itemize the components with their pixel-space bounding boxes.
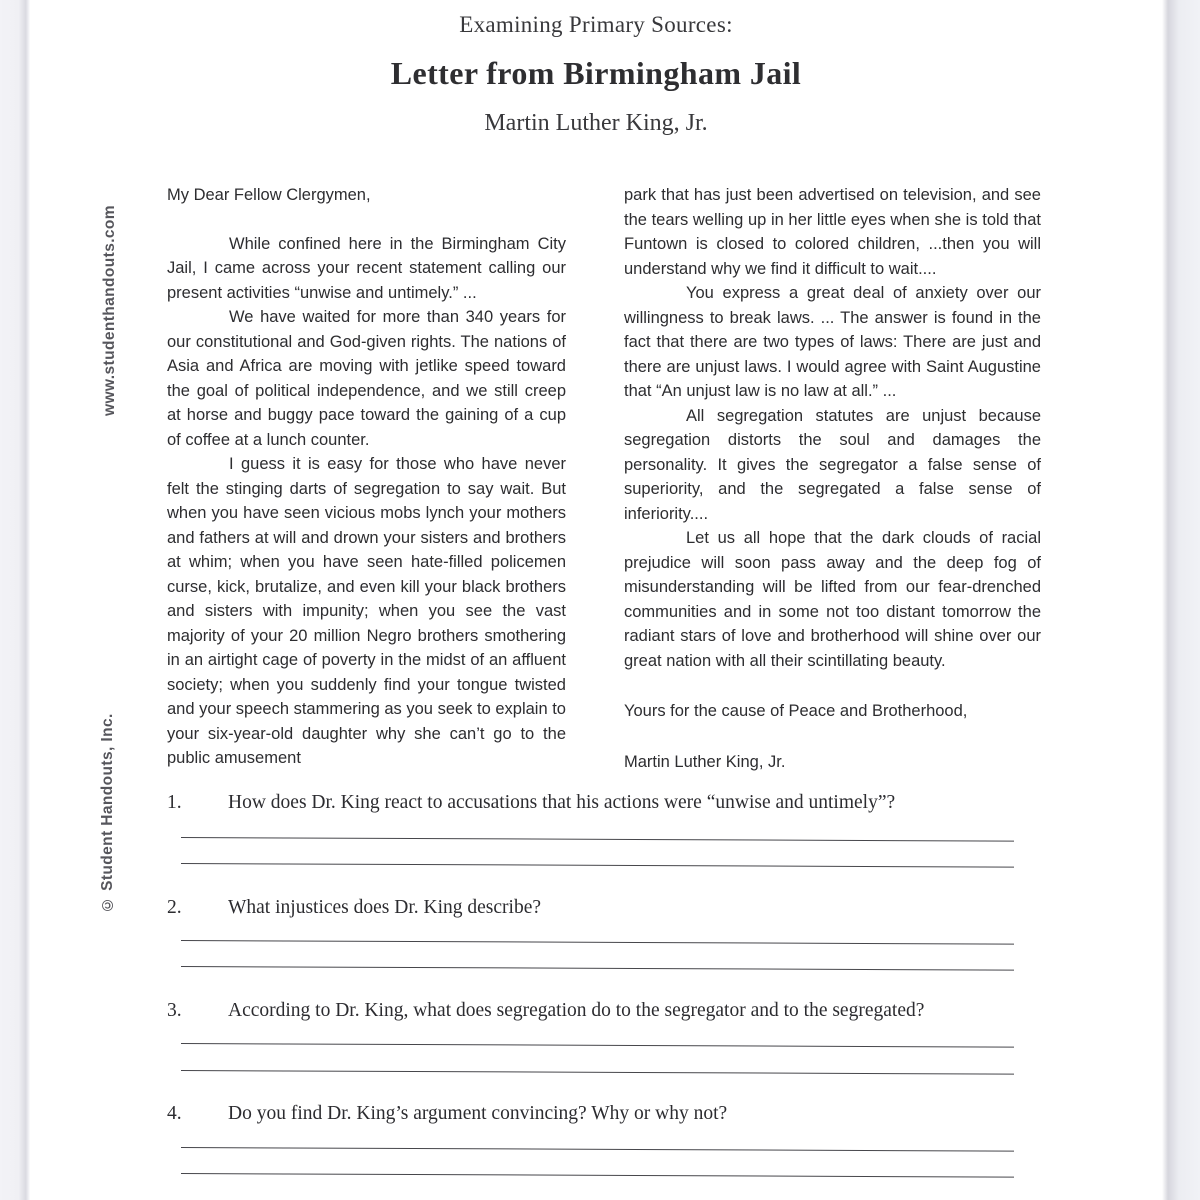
letter-paragraph: While confined here in the Birmingham City Jail, I came across your recent statement calling our present activities “unwise and untimely.” ... (167, 234, 566, 302)
letter-salutation: My Dear Fellow Clergymen, (167, 186, 371, 204)
letter-paragraph: We have waited for more than 340 years for our constitutional and God-given rights. The nations of Asia and Africa are moving with jetlike speed toward the goal of political independence, and we still creep at horse and buggy pace toward the gaining of a cup of coffee at a lunch counter. (167, 308, 566, 449)
watermark-site-url: www.studenthandouts.com (101, 205, 118, 416)
answer-line (181, 1173, 1014, 1178)
document-header (30, 0, 1162, 137)
left-scan-margin (0, 0, 30, 1200)
question-text: According to Dr. King, what does segregation do to the segregator and to the segregated? (228, 1000, 925, 1021)
letter-left-column (167, 183, 566, 774)
document-kicker: Examining Primary Sources: (459, 12, 733, 37)
letter-paragraph: I guess it is easy for those who have never felt the stinging darts of segregation to say wait. But when you have seen vicious mobs lynch your mothers and fathers at will and drown your sisters and brothers at whim; when you have seen hate-filled policemen curse, kick, brutalize, and even kill your black brothers and sisters with impunity; when you see the vast majority of your 20 million Negro brothers smothering in an airtight cage of poverty in the midst of an affluent society; when you suddenly find your tongue twisted and your speech stammering as you seek to explain to your six-year-old daughter why she can’t go to the public amusement (167, 455, 566, 767)
question-item-1 (167, 792, 1047, 814)
document-author: Martin Luther King, Jr. (484, 110, 708, 136)
letter-closing: Yours for the cause of Peace and Brotherhood, (624, 702, 968, 720)
question-text: Do you find Dr. King’s argument convincing? Why or why not? (228, 1103, 728, 1124)
letter-paragraph: Let us all hope that the dark clouds of racial prejudice will soon pass away and the deep fog of misunderstanding will be lifted from our fear-drenched communities and in some not too distant tomorrow the radiant stars of love and brotherhood will shine over our great nation with all their scintillating beauty. (624, 529, 1041, 670)
answer-line (181, 966, 1014, 971)
answer-line (181, 1043, 1014, 1048)
question-item-2 (167, 897, 1047, 919)
right-scan-margin (1162, 0, 1200, 1200)
question-number: 4. (167, 1103, 182, 1124)
letter-right-column (624, 183, 1041, 774)
watermark-copyright: © Student Handouts, Inc. (99, 713, 116, 913)
question-item-3 (167, 1000, 1047, 1022)
letter-paragraph: park that has just been advertised on television, and see the tears welling up in her little eyes when she is told that Funtown is closed to colored children, ...then you will understand why we find it difficult to wait.... (624, 186, 1041, 278)
answer-line (181, 863, 1014, 868)
letter-paragraph: All segregation statutes are unjust because segregation distorts the soul and damages the personality. It gives the segregator a false sense of superiority, and the segregated a false sense of inferiority.... (624, 406, 1041, 523)
question-number: 2. (167, 897, 182, 918)
letter-body (167, 183, 1041, 774)
answer-line (181, 1147, 1014, 1152)
answer-line (181, 837, 1014, 842)
letter-signature: Martin Luther King, Jr. (624, 752, 786, 771)
document-title: Letter from Birmingham Jail (390, 55, 802, 91)
question-number: 1. (167, 792, 182, 813)
question-text: What injustices does Dr. King describe? (228, 897, 541, 918)
question-item-4 (167, 1103, 1047, 1125)
question-text: How does Dr. King react to accusations that his actions were “unwise and untimely”? (228, 792, 896, 813)
question-number: 3. (167, 1000, 182, 1021)
answer-line (181, 940, 1014, 945)
answer-line (181, 1070, 1014, 1075)
letter-paragraph: You express a great deal of anxiety over our willingness to break laws. ... The answer is found in the fact that there are two types of laws: There are just and there are unjust laws. I would agree with Saint Augustine that “An unjust law is no law at all.” ... (624, 284, 1041, 400)
